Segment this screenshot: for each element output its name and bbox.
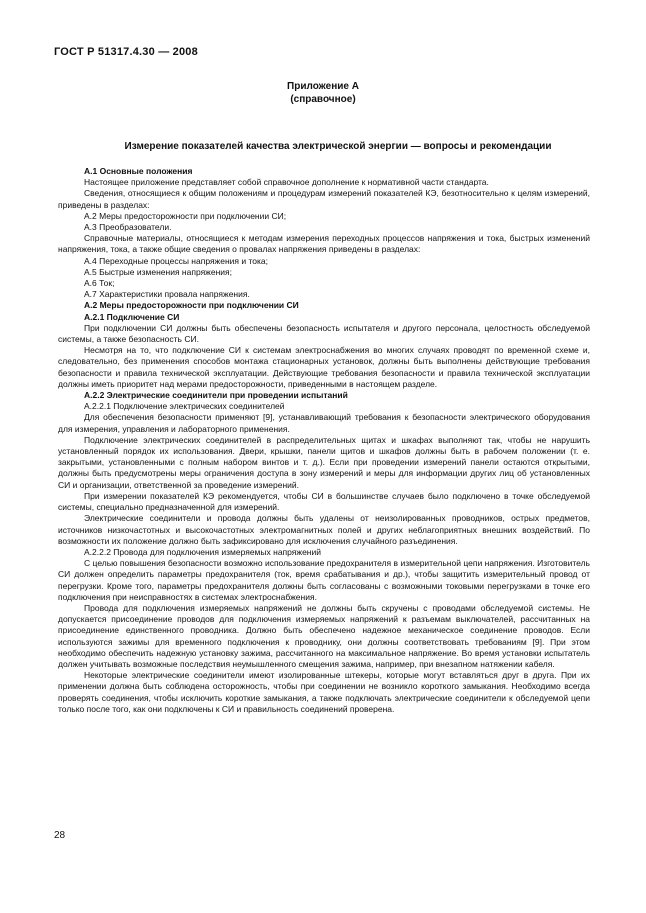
paragraph: А.6 Ток; [84, 278, 115, 289]
paragraph: А.7 Характеристики провала напряжения. [84, 289, 250, 300]
paragraph: Справочные материалы, относящиеся к методам измерения переходных процессов напряжения и тока, быстрых изменений напряжения, тока, а также общие сведения о провалах напряжения приведены в разделах: [58, 233, 590, 255]
paragraph: А.4 Переходные процессы напряжения и тока; [84, 255, 269, 266]
paragraph: Сведения, относящиеся к общим положениям и процедурам измерений показателей КЭ, безотносительно к целям измерений, приведены в разделах: [58, 188, 590, 210]
paragraph: Провода для подключения измеряемых напряжений не должны быть скручены с проводами обследуемой системы. Не допускается присоединение проводов для подключения измеряемых напряжений к разъемам выключателей, рассчитанных на присоединение единственного проводника. Должно быть обеспечено надежное механическое соединение проводов. Если используются зажимы для временного подключения к проводнику, они должны соответствовать требованиям [9]. При этом необходимо обеспечить надежную установку зажима, рассчитанного на максимальное напряжение. Во время установки испытатель должен учитывать возможные последствия неумышленного смещения зажима, например, при внезапном натяжении кабеля. [58, 602, 590, 669]
paragraph: А.2.2.2 Провода для подключения измеряемых напряжений [84, 546, 321, 557]
paragraph: Электрические соединители и провода должны быть удалены от неизолированных проводников, острых предметов, источников низкочастотных и высокочастотных электромагнитных полей и других неблагоприятных внешних воздействий. По возможности их положение должно быть зафиксировано для исключения случайного разъединения. [58, 513, 590, 546]
section-heading: А.1 Основные положения [84, 166, 193, 176]
paragraph: Некоторые электрические соединители имеют изолированные штекеры, которые могут вставляться друг в друга. При их применении должна быть соблюдена осторожность, чтобы при соединении не возникло короткого замыкания. Необходимо всегда проверять соединения, чтобы исключить короткие замыкания, а также подключать электрические соединители к обследуемой цепи только после того, как они подключены к СИ и правильность соединений проверена. [58, 670, 590, 714]
page-title: Измерение показателей качества электрической энергии — вопросы и рекомендации [124, 141, 552, 152]
appendix-label: Приложение А [287, 81, 359, 92]
paragraph: А.2.2.1 Подключение электрических соединителей [84, 401, 285, 412]
body-text [58, 166, 590, 715]
paragraph: Настоящее приложение представляет собой справочное дополнение к нормативной части стандарта. [84, 177, 489, 188]
paragraph: При измерении показателей КЭ рекомендуется, чтобы СИ в большинстве случаев было подключено в точке обследуемой системы, специально предназначенной для измерений. [58, 490, 590, 513]
section-heading: А.2.2 Электрические соединители при проведении испытаний [84, 390, 348, 401]
page-number: 28 [54, 830, 66, 841]
appendix-type: (справочное) [290, 94, 356, 105]
paragraph: С целью повышения безопасности возможно использование предохранителя в измерительной цепи напряжения. Изготовитель СИ должен определить параметры предохранителя (ток, время срабатывания и др.), чтобы защитить измерительный провод от перегрузки. Кроме того, параметры предохранителя должны быть согласованы с возможными токовыми перегрузками в точке его подключения при неисправностях в системах электроснабжения. [58, 558, 590, 602]
paragraph: А.2 Меры предосторожности при подключении СИ; [84, 210, 287, 221]
paragraph: Несмотря на то, что подключение СИ к системам электроснабжения во многих случаях проводят по временной схеме и, следовательно, без применения способов монтажа стационарных установок, должны быть выполнены действующие требования безопасности и правила технической эксплуатации. Действующие требования безопасности и правила технической эксплуатации должны иметь приоритет над мерами предосторожности, приведенными в настоящем разделе. [58, 345, 590, 389]
paragraph: А.3 Преобразователи. [84, 222, 172, 233]
document-header: ГОСТ Р 51317.4.30 — 2008 [54, 46, 198, 58]
paragraph: Подключение электрических соединителей в распределительных щитах и шкафах выполняют так, чтобы не нарушить установленный порядок их использования. Двери, крышки, панели щитов и шкафов должны быть в рабочем положении (т. е. закрытыми, установленными с полным набором винтов и т. д.). Если при проведении измерений панели остаются открытыми, должны быть предусмотрены меры ограничения доступа в зону измерений и меры для информации других лиц об установленных СИ и организации, ответственной за проведение измерений. [58, 434, 590, 490]
appendix-heading [0, 80, 646, 106]
paragraph: А.5 Быстрые изменения напряжения; [84, 266, 232, 277]
paragraph: При подключении СИ должны быть обеспечены безопасность испытателя и другого персонала, целостность обследуемой системы, а также безопасность СИ. [58, 322, 590, 345]
section-heading: А.2.1 Подключение СИ [84, 311, 180, 322]
paragraph: Для обеспечения безопасности применяют [9], устанавливающий требования к безопасности электрического оборудования для измерения, управления и лабораторного применения. [58, 412, 590, 434]
section-heading: А.2 Меры предосторожности при подключении СИ [84, 300, 299, 311]
